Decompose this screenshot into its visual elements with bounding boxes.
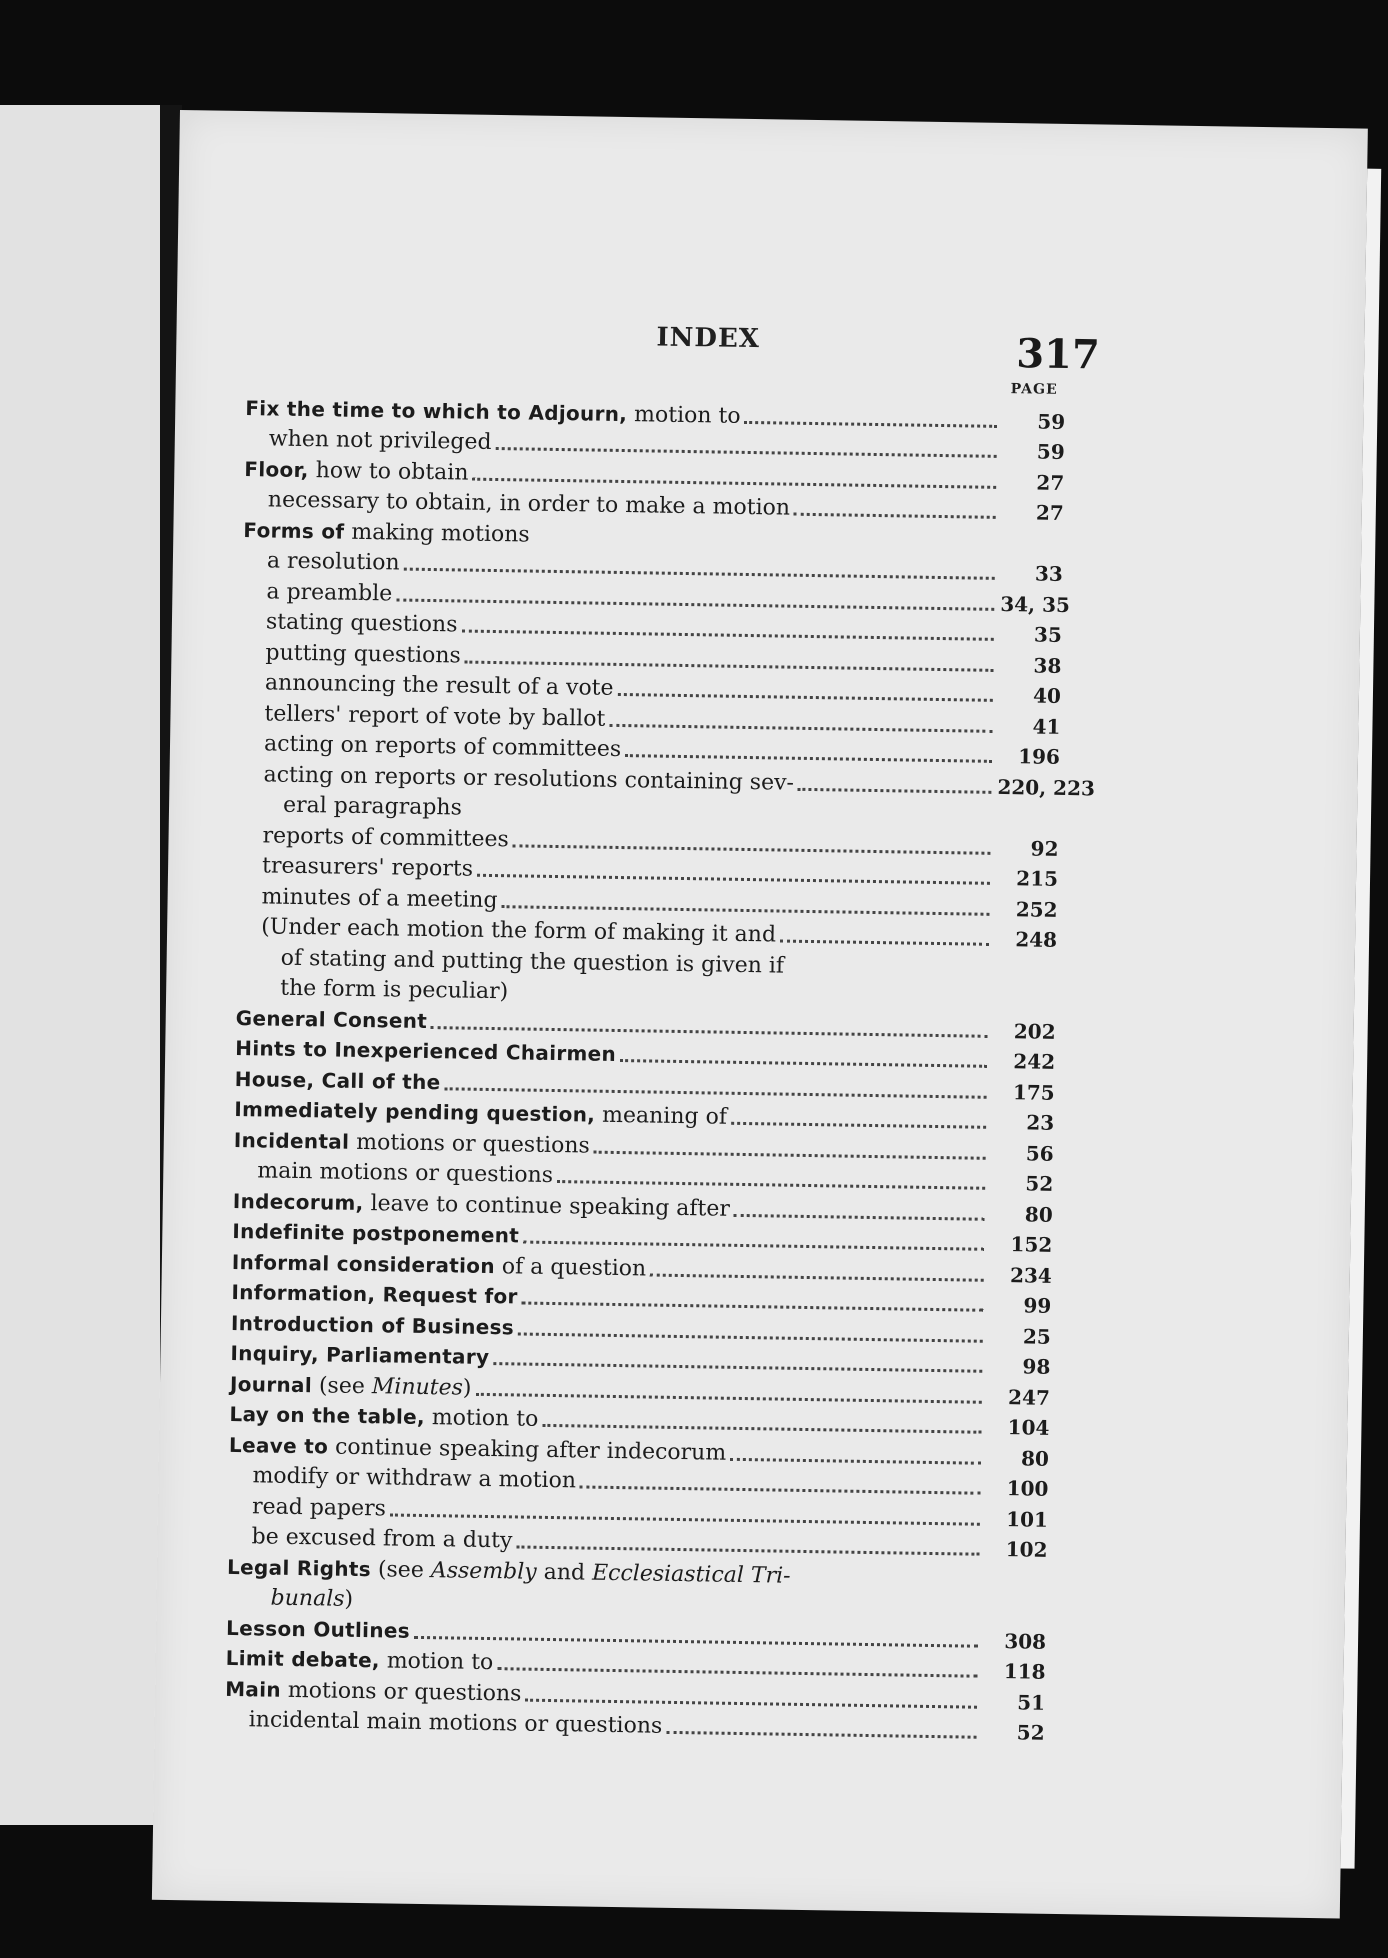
entry-text: [252, 1461, 576, 1496]
entry-heading: Lesson Outlines: [225, 1615, 411, 1643]
dot-leader: [534, 542, 996, 549]
entry-text: [264, 699, 605, 734]
dot-leader: [431, 1026, 988, 1038]
entry-subtext: (see: [311, 1372, 373, 1399]
entry-heading: Immediately pending question,: [234, 1096, 596, 1127]
entry-italic: Ecclesiastical Tri-: [591, 1560, 791, 1589]
entry-subtext: tellers' report of vote by ballot: [264, 700, 606, 732]
dot-leader: [444, 1087, 986, 1099]
entry-page-ref: 252: [1015, 896, 1058, 922]
entry-text: [252, 1492, 386, 1524]
entry-subtext: modify or withdraw a motion: [252, 1463, 577, 1494]
entry-page-ref: 33: [1034, 561, 1064, 586]
entry-page-ref: 118: [1003, 1659, 1046, 1684]
entry-subtext: eral paragraphs: [282, 792, 463, 821]
entry-page-ref: 92: [1030, 835, 1059, 861]
dot-leader: [461, 629, 993, 640]
entry-page-ref: 175: [1012, 1079, 1055, 1105]
entry-text: [262, 851, 473, 884]
dot-leader: [477, 874, 990, 885]
entry-page-ref: 99: [1023, 1293, 1052, 1318]
entry-heading: Fix the time to which to Adjourn,: [245, 395, 628, 426]
entry-page-ref: 41: [1032, 713, 1061, 739]
entry-subtext: meaning of: [594, 1102, 728, 1130]
entry-text: [270, 1584, 353, 1615]
entry-subtext: a resolution: [266, 548, 400, 576]
dot-leader: [472, 477, 996, 488]
entry-page-ref: 40: [1032, 683, 1062, 708]
entry-subtext: necessary to obtain, in order to make a motion: [267, 487, 791, 521]
dot-leader: [516, 1545, 979, 1555]
entry-subtext: how to obtain: [308, 457, 469, 486]
entry-page-ref: 51: [1017, 1689, 1046, 1715]
entry-text: [261, 882, 497, 916]
entry-heading: Informal consideration: [231, 1249, 496, 1278]
entry-subtext: when not privileged: [268, 426, 492, 455]
entry-heading: Indecorum,: [232, 1188, 364, 1215]
dot-leader: [794, 1583, 978, 1586]
entry-subtext: minutes of a meeting: [261, 883, 498, 913]
dot-leader: [794, 513, 996, 519]
entry-subtext: a preamble: [266, 578, 393, 606]
entry-heading: Leave to: [228, 1432, 329, 1458]
entry-text: [244, 454, 469, 489]
entry-subtext: (Under each motion the form of making it and: [260, 914, 777, 948]
entry-page-ref: 80: [1020, 1445, 1050, 1471]
entry-heading: Introduction of Business: [230, 1310, 515, 1339]
entry-text: [283, 791, 462, 824]
entry-text: [236, 1002, 428, 1036]
entry-heading: General Consent: [235, 1005, 428, 1033]
entry-page-ref: 38: [1033, 652, 1062, 678]
entry-page-ref: 248: [1015, 927, 1058, 952]
dot-leader: [620, 1059, 987, 1068]
dot-leader: [513, 844, 991, 855]
entry-subtext: incidental main motions or questions: [248, 1707, 663, 1739]
entry-page-ref: 196: [1018, 744, 1061, 769]
dot-leader: [542, 1424, 981, 1434]
entry-page-ref: 25: [1022, 1323, 1052, 1349]
entry-page-ref: 220, 223: [997, 774, 1096, 800]
entry-text: [264, 729, 622, 765]
dot-leader: [780, 940, 989, 946]
dot-leader: [497, 1667, 977, 1678]
entry-heading: Journal: [229, 1371, 313, 1397]
dot-leader: [390, 1513, 980, 1525]
entry-subtext: motions or questions: [280, 1677, 522, 1707]
dot-leader: [580, 1485, 981, 1494]
page-header: [176, 315, 1297, 393]
entry-text: [225, 1643, 493, 1678]
entry-text: [230, 1338, 489, 1373]
entry-subtext: main motions or questions: [257, 1158, 554, 1188]
entry-subtext: reports of committees: [262, 822, 510, 852]
entry-heading: Limit debate,: [225, 1645, 381, 1673]
entry-heading: Main: [225, 1676, 282, 1702]
entry-page-ref: 52: [1016, 1720, 1045, 1745]
entry-page-ref: 104: [1007, 1415, 1050, 1440]
entry-subtext: be excused from a duty: [251, 1524, 513, 1554]
dot-leader: [625, 754, 992, 763]
entry-page-ref: 202: [1013, 1018, 1056, 1044]
entry-text: [232, 1216, 519, 1252]
dot-leader: [523, 1241, 984, 1251]
entry-subtext: acting on reports of committees: [263, 731, 622, 763]
entry-page-ref: 80: [1024, 1201, 1053, 1227]
dot-leader: [495, 447, 996, 458]
entry-heading: House, Call of the: [234, 1066, 441, 1094]
entry-heading: Forms of: [243, 517, 345, 544]
index-entries: [224, 393, 1096, 1748]
running-head: INDEX: [656, 322, 761, 355]
entry-text: [243, 515, 530, 550]
entry-heading: Legal Rights: [226, 1554, 372, 1581]
entry-subtext: acting on reports or resolutions containing sev-: [263, 761, 795, 796]
dot-leader: [522, 1302, 984, 1312]
dot-leader: [734, 1213, 985, 1220]
entry-heading: Floor,: [244, 456, 309, 482]
entry-page-ref: 234: [1009, 1262, 1052, 1288]
entry-text: [230, 1368, 472, 1403]
entry-page-ref: 27: [1035, 500, 1064, 525]
page-number: 317: [1015, 330, 1101, 379]
dot-leader: [403, 568, 994, 580]
entry-page-ref: 242: [1013, 1049, 1056, 1074]
entry-page-ref: 27: [1036, 469, 1065, 495]
entry-heading: Hints to Inexperienced Chairmen: [235, 1035, 617, 1066]
entry-page-ref: 247: [1007, 1384, 1051, 1410]
entry-text: [265, 638, 461, 671]
dot-leader: [501, 905, 989, 916]
dot-leader: [650, 1273, 984, 1281]
dot-leader: [730, 1457, 981, 1464]
entry-page-ref: 152: [1010, 1232, 1053, 1257]
entry-text: [265, 668, 614, 703]
entry-subtext: stating questions: [265, 609, 458, 638]
dot-leader: [493, 1362, 982, 1373]
dot-leader: [466, 816, 991, 824]
entry-text: [251, 1522, 512, 1556]
entry-suffix: ): [344, 1586, 354, 1612]
page-column-label: PAGE: [1010, 381, 1058, 398]
dot-leader: [617, 693, 992, 702]
entry-page-ref: 101: [1006, 1506, 1049, 1532]
dot-leader: [518, 1332, 983, 1342]
dot-leader: [396, 598, 994, 610]
entry-text: [280, 974, 508, 1008]
dot-leader: [731, 1122, 986, 1129]
entry-page-ref: 59: [1036, 439, 1065, 464]
entry-text: [225, 1673, 522, 1709]
entry-italic: Minutes: [371, 1373, 464, 1401]
entry-italic: Assembly: [430, 1557, 537, 1585]
entry-heading: Information, Request for: [231, 1279, 518, 1309]
entry-page-ref: 59: [1037, 409, 1066, 434]
entry-subtext: continue speaking after indecorum: [327, 1433, 727, 1466]
entry-subtext: putting questions: [265, 639, 462, 668]
entry-text: [231, 1277, 518, 1312]
dot-leader: [798, 787, 992, 793]
left-page: [0, 105, 160, 1825]
dot-leader: [594, 1150, 986, 1159]
dot-leader: [465, 660, 994, 671]
entry-heading: Incidental: [233, 1127, 350, 1154]
entry-subtext: motion to: [379, 1648, 494, 1676]
entry-suffix: ): [462, 1375, 472, 1401]
dot-leader: [609, 723, 992, 732]
entry-subtext: making motions: [344, 519, 530, 548]
dot-leader: [557, 1180, 985, 1190]
entry-page-ref: 56: [1025, 1140, 1054, 1166]
entry-text: [234, 1124, 590, 1161]
entry-subtext: leave to continue speaking after: [363, 1190, 731, 1222]
entry-page-ref: 215: [1016, 866, 1059, 891]
entry-heading: Indefinite postponement: [232, 1218, 520, 1248]
dot-leader: [512, 999, 988, 1006]
entry-page-ref: 102: [1005, 1537, 1048, 1562]
entry-page-ref: 100: [1006, 1476, 1049, 1501]
entry-page-ref: 35: [1033, 622, 1063, 647]
entry-subtext: of a question: [494, 1253, 647, 1281]
entry-subtext: announcing the result of a vote: [264, 670, 614, 701]
entry-page-ref: 308: [1004, 1628, 1047, 1654]
entry-italic: bunals: [270, 1585, 345, 1612]
entry-heading: Inquiry, Parliamentary: [230, 1340, 490, 1370]
entry-suffix: and: [536, 1559, 593, 1586]
entry-subtext: motion to: [424, 1405, 539, 1432]
dot-leader: [475, 1392, 981, 1403]
entry-heading: Lay on the table,: [229, 1401, 426, 1430]
dot-leader: [745, 420, 998, 427]
entry-text: [235, 1063, 441, 1097]
entry-subtext: read papers: [251, 1493, 387, 1521]
entry-subtext: treasurers' reports: [261, 853, 474, 882]
index-page: [152, 110, 1368, 1918]
entry-page-ref: 34, 35: [1000, 591, 1071, 617]
entry-text: [231, 1307, 515, 1342]
entry-subtext: of stating and putting the question is given if: [280, 945, 785, 979]
dot-leader: [788, 973, 989, 976]
dot-leader: [666, 1731, 976, 1739]
entry-subtext: motions or questions: [349, 1129, 590, 1159]
dot-leader: [414, 1635, 978, 1647]
entry-text: [266, 577, 392, 609]
dot-leader: [357, 1607, 978, 1617]
entry-text: [248, 1705, 662, 1741]
dot-leader: [525, 1698, 977, 1708]
entry-text: [262, 821, 509, 855]
entry-text: [266, 607, 458, 640]
entry-text: [226, 1612, 410, 1646]
entry-text: [267, 546, 400, 578]
entry-page-ref: 52: [1025, 1171, 1054, 1196]
entry-page-ref: 98: [1022, 1354, 1051, 1379]
entry-subtext: motion to: [626, 401, 741, 429]
entry-subtext: (see: [370, 1556, 432, 1583]
entry-text: [269, 424, 492, 457]
entry-page-ref: 23: [1026, 1110, 1055, 1135]
entry-subtext: the form is peculiar): [280, 975, 509, 1005]
